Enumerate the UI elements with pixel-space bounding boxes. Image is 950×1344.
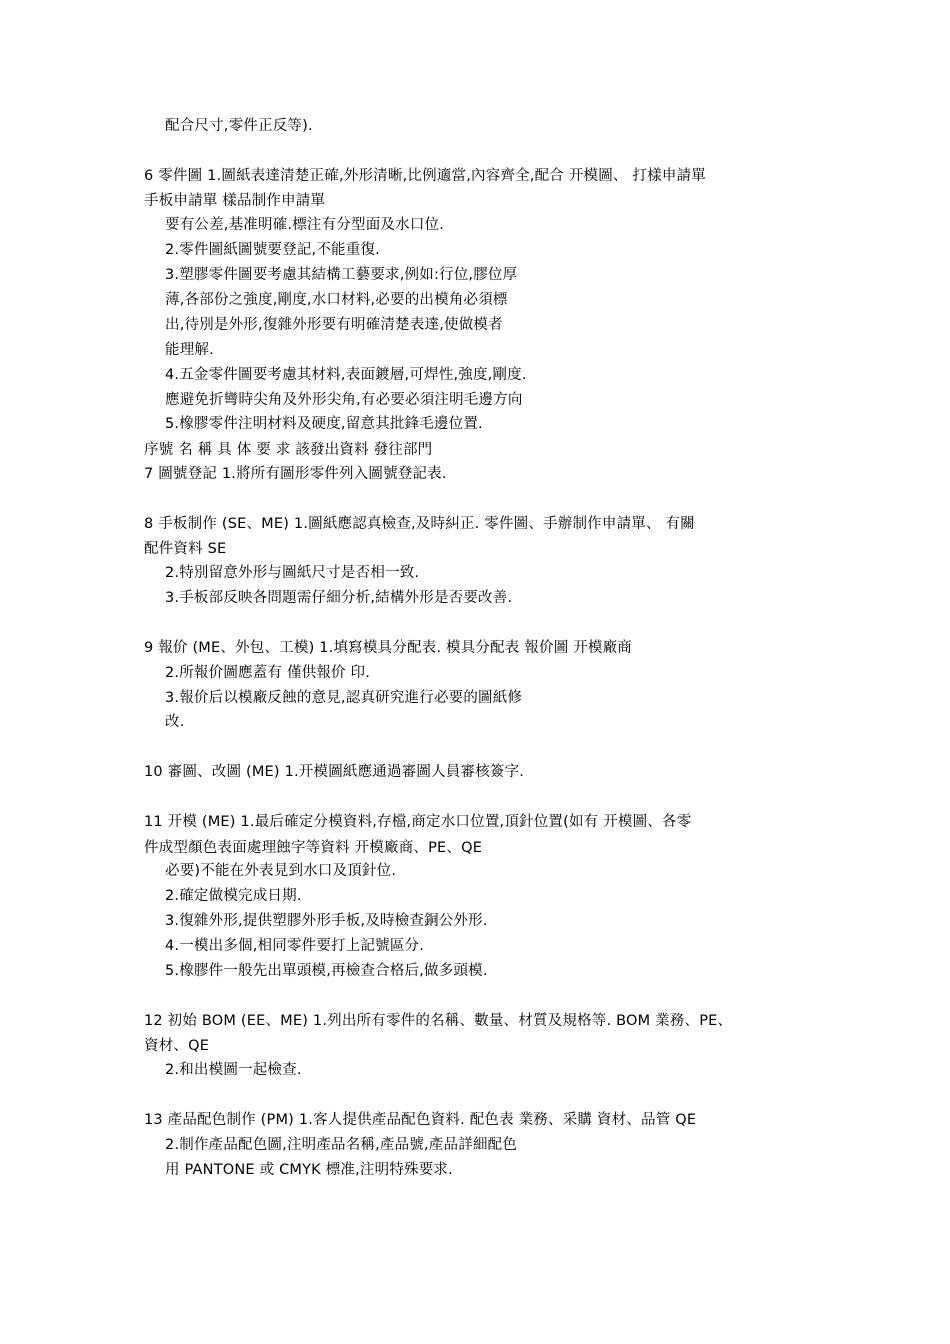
text-line: 能理解. — [165, 342, 214, 358]
text-line: 必要)不能在外表見到水口及頂針位. — [165, 863, 397, 879]
text-line: 2.特別留意外形与圖紙尺寸是否相一致. — [165, 565, 420, 581]
text-line: 2.制作產品配色圖,注明產品名稱,產品號,產品詳細配色 — [165, 1137, 518, 1153]
text-line: 5.橡膠零件注明材料及硬度,留意其批鋒毛邊位置. — [165, 416, 483, 432]
section-11-heading: 11 开模 (ME) 1.最后確定分模資料,存檔,商定水口位置,頂針位置(如有 开模圖、各零 — [144, 814, 692, 830]
text-line: 手板申請單 樣品制作申請單 — [144, 193, 326, 209]
section-10-heading: 10 審圖、改圖 (ME) 1.开模圖紙應通過審圖人員審核簽字. — [144, 764, 525, 780]
text-line: 3.塑膠零件圖要考慮其結構工藝要求,例如:行位,膠位厚 — [165, 267, 518, 283]
text-line: 應避免折彎時尖角及外形尖角,有必要必須注明毛邊方向 — [165, 392, 523, 408]
section-6-heading: 6 零件圖 1.圖紙表達清楚正確,外形清晰,比例適當,內容齊全,配合 开模圖、 打樣申請單 — [144, 168, 706, 184]
text-line: 3.復雜外形,提供塑膠外形手板,及時檢查銅公外形. — [165, 913, 488, 929]
text-line: 配合尺寸,零件正反等). — [165, 118, 313, 134]
text-line: 資材、QE — [144, 1038, 210, 1054]
text-line: 用 PANTONE 或 CMYK 標准,注明特殊要求. — [165, 1162, 453, 1178]
text-line: 配件資料 SE — [144, 541, 227, 557]
text-line: 3.手板部反映各問題需仔細分析,結構外形是否要改善. — [165, 590, 513, 606]
text-line: 4.一模出多個,相同零件要打上記號區分. — [165, 938, 425, 954]
text-line: 2.所報价圖應蓋有 僅供報价 印. — [165, 665, 371, 681]
section-12-heading: 12 初始 BOM (EE、ME) 1.列出所有零件的名稱、數量、材質及規格等. BOM 業務、PE、 — [144, 1013, 733, 1029]
text-line: 要有公差,基准明確.標注有分型面及水口位. — [165, 217, 445, 233]
text-line: 2.確定做模完成日期. — [165, 888, 302, 904]
text-line: 4.五金零件圖要考慮其材料,表面鍍層,可焊性,強度,剛度. — [165, 367, 527, 383]
text-line: 改. — [165, 714, 185, 730]
table-header-line: 序號 名 稱 具 体 要 求 該發出資料 發往部門 — [144, 442, 433, 458]
text-line: 件成型顏色表面處理蝕字等資料 开模廠商、PE、QE — [144, 840, 483, 856]
text-line: 薄,各部份之強度,剛度,水口材料,必要的出模角必須標 — [165, 292, 508, 308]
section-9-heading: 9 報价 (ME、外包、工模) 1.填寫模具分配表. 模具分配表 報价圖 开模廠商 — [144, 640, 633, 656]
section-8-heading: 8 手板制作 (SE、ME) 1.圖紙應認真檢查,及時糾正. 零件圖、手辦制作申請單、 有關 — [144, 516, 695, 532]
text-line: 2.零件圖紙圖號要登記,不能重復. — [165, 242, 380, 258]
section-13-heading: 13 產品配色制作 (PM) 1.客人提供產品配色資料. 配色表 業務、采購 資材、品管 QE — [144, 1112, 697, 1128]
text-line: 5.橡膠件一般先出單頭模,再檢查合格后,做多頭模. — [165, 963, 488, 979]
text-line: 2.和出模圖一起檢查. — [165, 1062, 302, 1078]
section-7-heading: 7 圖號登記 1.將所有圖形零件列入圖號登記表. — [144, 466, 447, 482]
text-line: 出,待別是外形,復雜外形要有明確清楚表達,使做模者 — [165, 317, 503, 333]
text-line: 3.報价后以模廠反蝕的意見,認真研究進行必要的圖紙修 — [165, 690, 523, 706]
